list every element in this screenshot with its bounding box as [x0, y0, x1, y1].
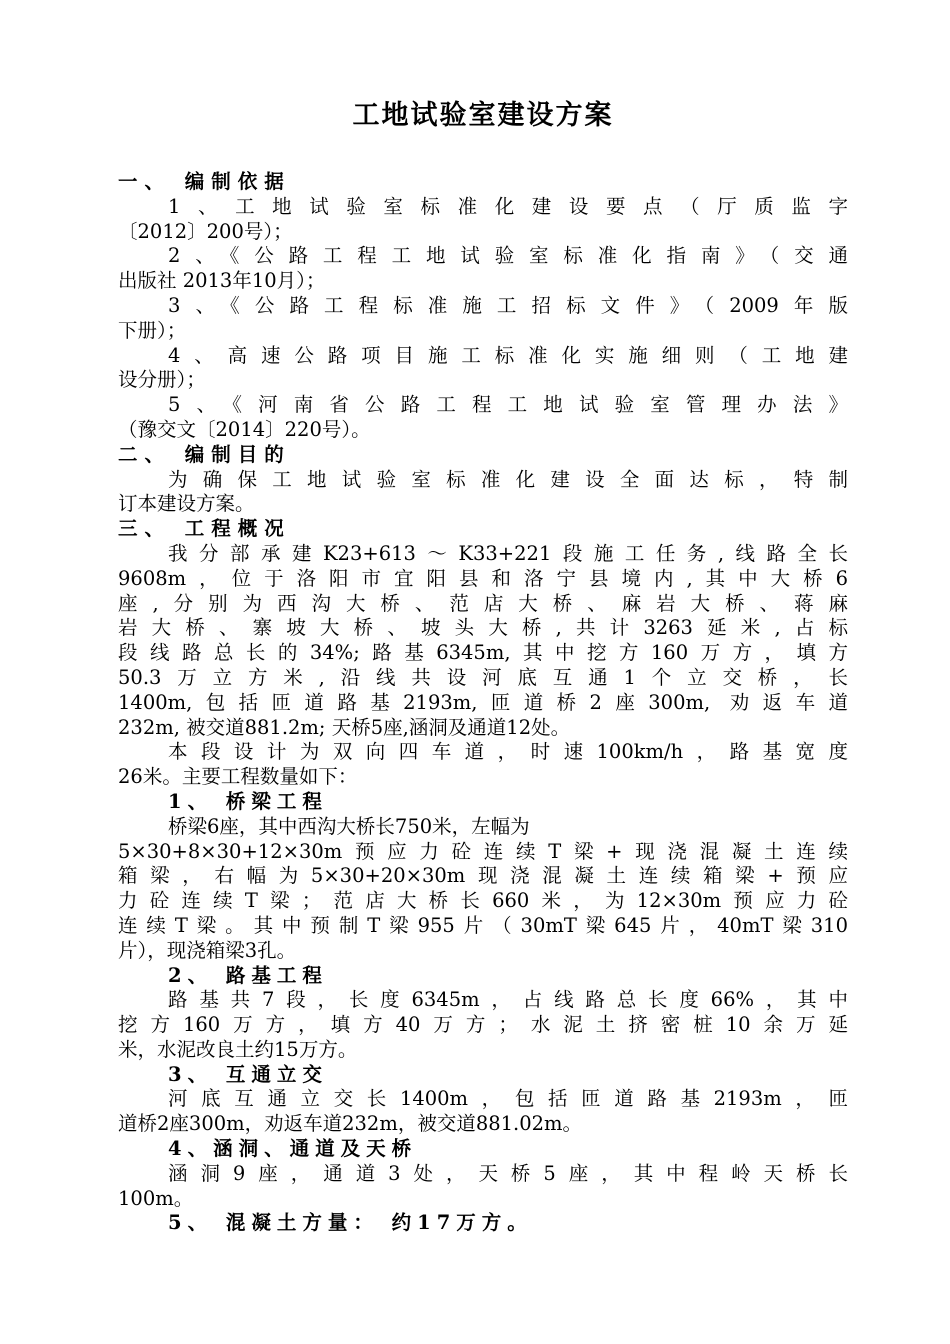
- document-body: [118, 170, 848, 1236]
- text-line: 26米。主要工程数量如下：: [118, 765, 358, 789]
- section-heading: 2、 路基工程: [168, 963, 328, 987]
- text-line: 232m, 被交道881.2m; 天桥5座,涵洞及通道12处。: [118, 715, 571, 739]
- text-line: 〔2012〕200号）；: [118, 219, 293, 243]
- text-line: 100m。: [118, 1186, 194, 1210]
- text-line: 片），现浇箱梁3孔。: [118, 938, 297, 962]
- text-line: 为确保工地试验室标准化建设全面达标，特制: [168, 467, 848, 491]
- document-title: 工地试验室建设方案: [352, 100, 614, 131]
- text-line: 涵洞9座，通道3处，天桥5座，其中程岭天桥长: [168, 1161, 848, 1185]
- text-line: 米，水泥改良土约15万方。: [118, 1037, 358, 1061]
- text-line: 道桥2座300m，劝返车道232m，被交道881.02m。: [118, 1112, 583, 1136]
- text-line: 路基共7段，长度6345m，占线路总长度66%，其中: [168, 988, 848, 1012]
- text-line: 力砼连续T梁；范店大桥长660米，为12×30m预应力砼: [118, 889, 848, 913]
- section-heading: 3、 互通立交: [168, 1062, 328, 1086]
- document-page: [118, 96, 848, 1236]
- section-heading: 4、涵洞、通道及天桥: [168, 1137, 418, 1161]
- text-line: 挖方160万方，填方40万方；水泥土挤密桩10余万延: [118, 1013, 848, 1037]
- section-heading: 二、 编制目的: [118, 442, 291, 466]
- text-line: 5×30+8×30+12×30m预应力砼连续T梁+现浇混凝土连续: [118, 839, 848, 863]
- text-line: 1400m,包括匝道路基2193m,匝道桥2座300m, 劝返车道: [118, 690, 848, 714]
- text-line: 2、《公路工程工地试验室标准化指南》（交通: [168, 244, 848, 268]
- text-line: 4、高速公路项目施工标准化实施细则（工地建: [168, 343, 848, 367]
- text-line: 5、《河南省公路工程工地试验室管理办法》: [168, 393, 848, 417]
- text-line: 座,分别为西沟大桥、范店大桥、麻岩大桥、蒋麻: [118, 591, 848, 615]
- text-line: 我分部承建K23+613～K33+221段施工任务,线路全长: [168, 541, 848, 565]
- text-line: 下册）；: [118, 318, 187, 342]
- text-line: （豫交文〔2014〕220号）。: [118, 417, 371, 441]
- text-line: 段线路总长的34%;路基6345m,其中挖方160万方，填方: [118, 641, 848, 665]
- text-line: 50.3万立方米,沿线共设河底互通1个立交桥，长: [118, 665, 848, 689]
- text-line: 河底互通立交长1400m，包括匝道路基2193m，匝: [168, 1087, 848, 1111]
- text-line: 箱梁，右幅为5×30+20×30m现浇混凝土连续箱梁+预应: [118, 864, 848, 888]
- text-line: 桥梁6座，其中西沟大桥长750米，左幅为: [168, 814, 530, 838]
- text-line: 连续T梁。其中预制T梁955片（30mT梁645片，40mT梁310: [118, 913, 848, 937]
- section-heading: 一、 编制依据: [118, 170, 291, 193]
- section-heading: 1、 桥梁工程: [168, 789, 328, 813]
- section-heading: 三、 工程概况: [118, 517, 291, 541]
- text-line: 9608m，位于洛阳市宜阳县和洛宁县境内,其中大桥6: [118, 566, 848, 590]
- text-line: 岩大桥、寨坡大桥、坡头大桥,共计3263延米,占标: [118, 616, 848, 640]
- text-line: 3、《公路工程标准施工招标文件》（2009年版: [168, 293, 848, 317]
- text-line: 出版社 2013年10月）；: [118, 269, 326, 293]
- text-line: 订本建设方案。: [118, 492, 255, 516]
- section-heading: 5、 混凝土方量： 约17万方。: [168, 1211, 533, 1235]
- text-line: 本段设计为双向四车道，时速100km/h，路基宽度: [168, 740, 848, 764]
- text-line: 1、工地试验室标准化建设要点（厅质监字: [168, 194, 848, 218]
- text-line: 设分册）；: [118, 368, 206, 392]
